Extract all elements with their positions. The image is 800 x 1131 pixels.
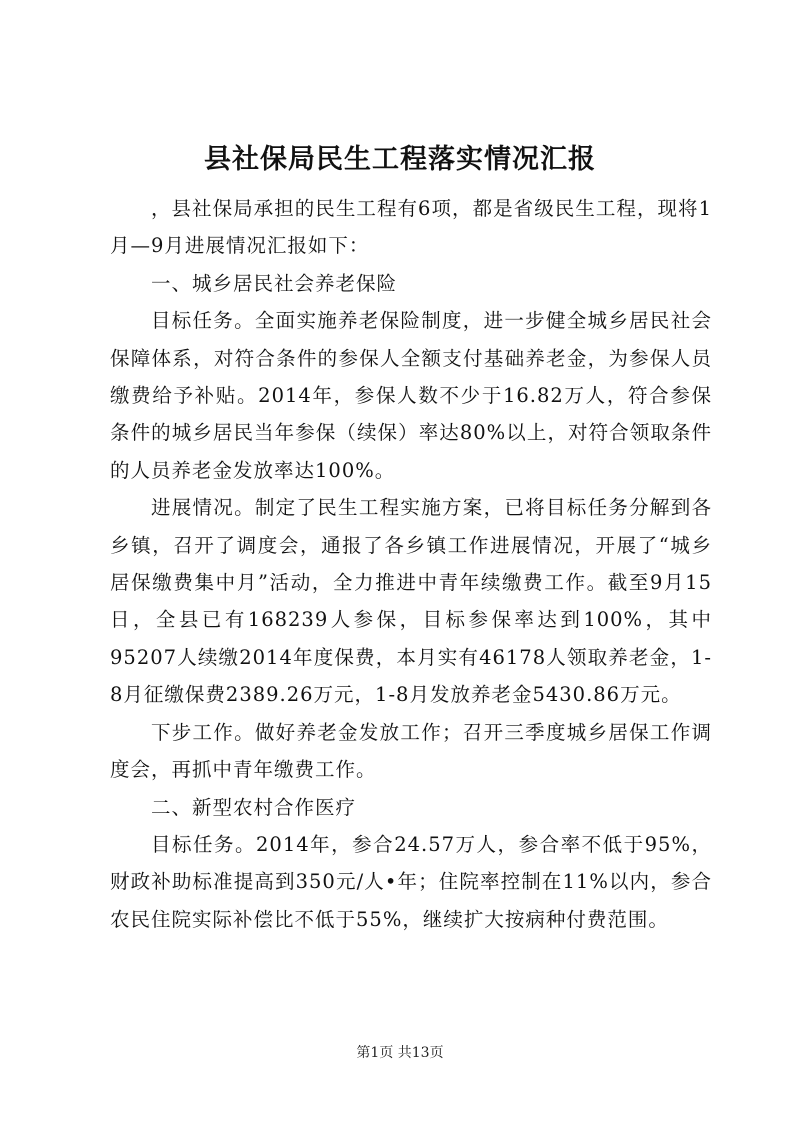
intro-paragraph: ，县社保局承担的民生工程有6项，都是省级民生工程，现将1月—9月进展情况汇报如下： [110,197,712,258]
document-title: 县社保局民生工程落实情况汇报 [204,144,596,175]
document-body [110,190,712,938]
pension-next-steps-paragraph: 下步工作。做好养老金发放工作；召开三季度城乡居保工作调度会，再抓中青年缴费工作。 [110,720,712,782]
section-heading-pension: 一、城乡居民社会养老保险 [150,271,397,295]
pension-target-paragraph: 目标任务。全面实施养老保险制度，进一步健全城乡居民社会保障体系，对符合条件的参保人全额支付基础养老金，为参保人员缴费给予补贴。2014年，参保人数不少于16.82万人，符合参保条件的城乡居民当年参保（续保）率达80%以上，对符合领取条件的人员养老金发放率达100%。 [110,309,712,482]
page-footer: 第1页 共13页 [356,1045,444,1061]
medical-target-paragraph: 目标任务。2014年，参合24.57万人，参合率不低于95%，财政补助标准提高到350元/人•年；住院率控制在11%以内，参合农民住院实际补偿比不低于55%，继续扩大按病种付费范围。 [110,832,712,931]
section-heading-medical: 二、新型农村合作医疗 [150,795,356,819]
pension-progress-paragraph: 进展情况。制定了民生工程实施方案，已将目标任务分解到各乡镇，召开了调度会，通报了各乡镇工作进展情况，开展了“城乡居保缴费集中月”活动，全力推进中青年续缴费工作。截至9月15日，全县已有168239人参保，目标参保率达到100%，其中95207人续缴2014年度保费，本月实有46178人领取养老金，1-8月征缴保费2389.26万元，1-8月发放养老金5430.86万元。 [110,496,712,707]
